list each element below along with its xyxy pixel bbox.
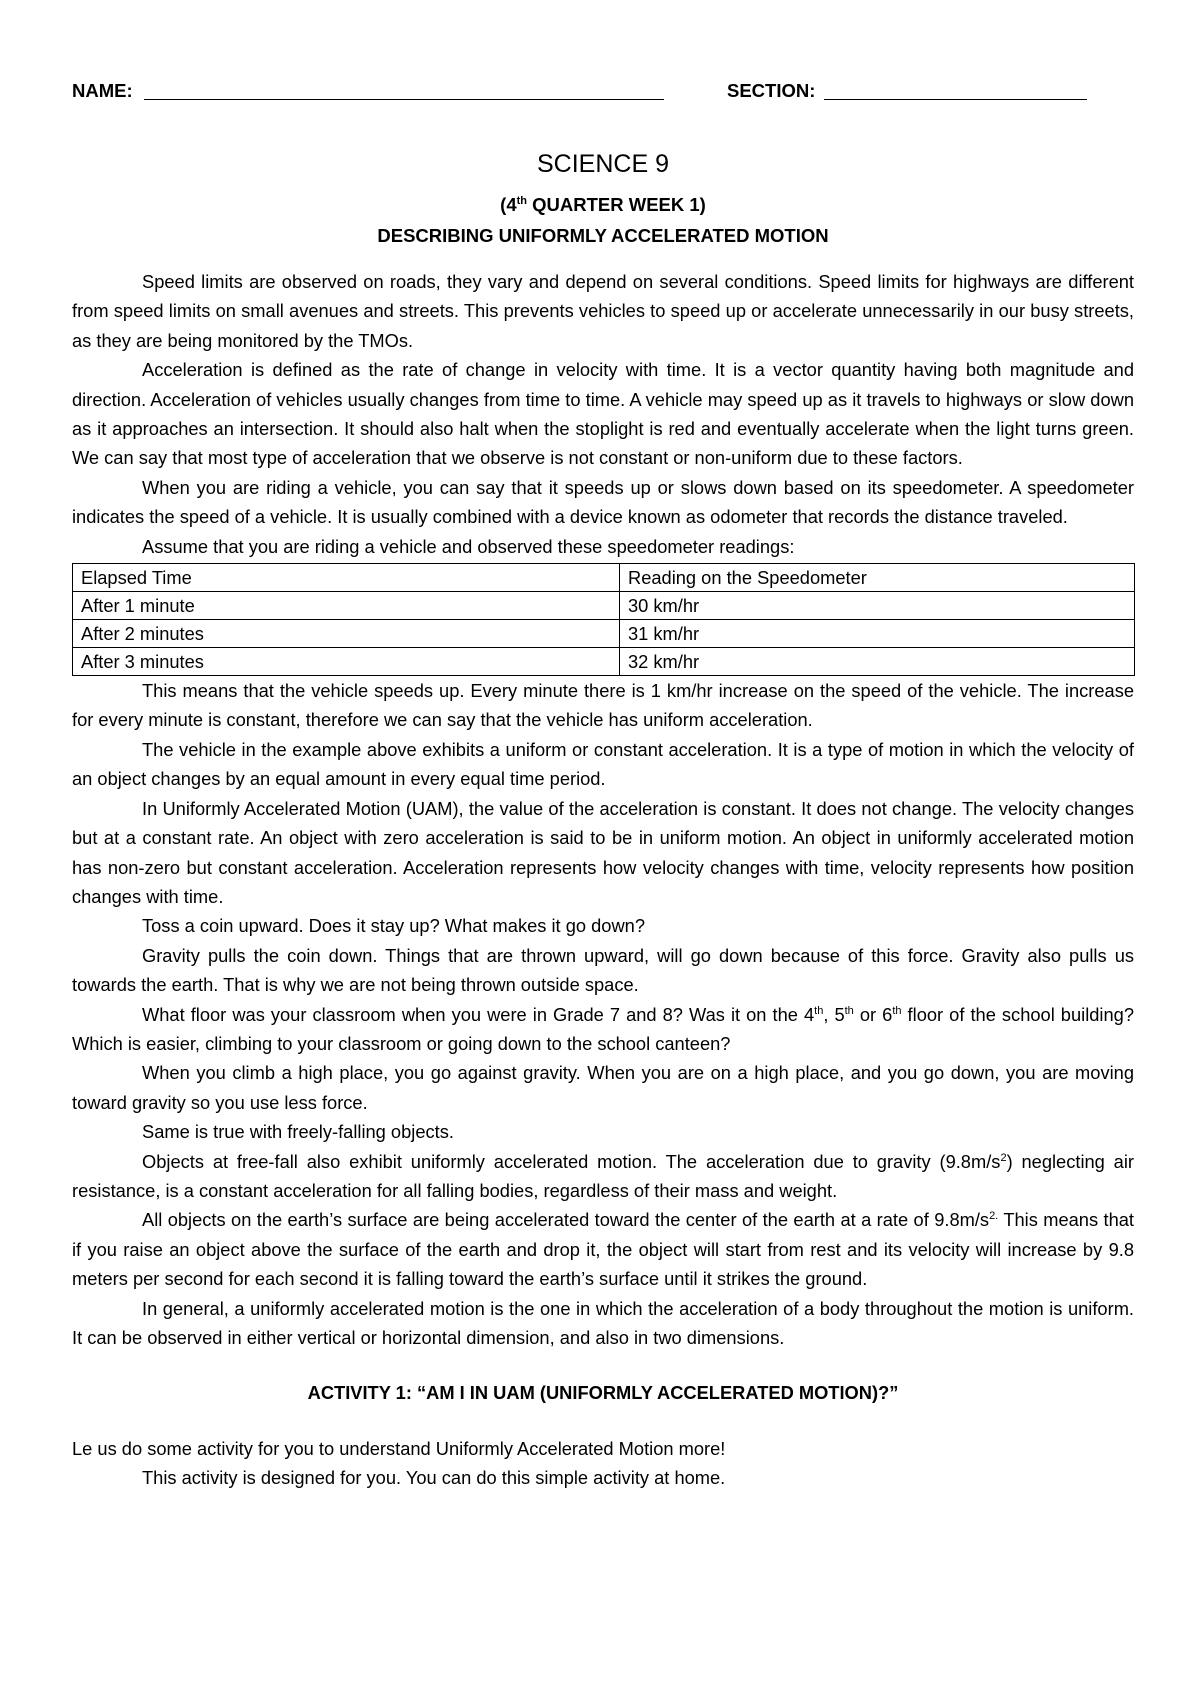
paragraph-speedometer: When you are riding a vehicle, you can say that it speeds up or slows down based on its speedometer. A speedometer indicates the speed of a vehicle. It is usually combined with a device known as odometer that records the distance traveled. [72,476,1134,528]
paragraph-classroom-floor [72,1000,1134,1059]
paragraph-acceleration-definition: Acceleration is defined as the rate of change in velocity with time. It is a vector quantity having both magnitude and direction. Acceleration of vehicles usually changes from time to time. A vehicle may speed up as it travels to highways or slow down as it approaches an intersection. It should also halt when the stoplight is red and eventually accelerate when the light turns green. We can say that most type of acceleration that we observe is not constant or non-uniform due to these factors. [72,359,1134,469]
earth-exponent: 2. [989,1210,999,1223]
speedometer-readings-table [72,563,1135,676]
table-row [73,592,1135,620]
table-header-row [73,564,1135,592]
floor-ordinal-1: th [814,1004,824,1017]
activity-intro: Le us do some activity for you to understand Uniformly Accelerated Motion more! [72,1437,726,1459]
paragraph-toss-coin: Toss a coin upward. Does it stay up? What makes it go down? [142,915,645,937]
paragraph-free-fall [72,1147,1134,1206]
name-label: NAME: [72,80,133,101]
floor-text-b: , 5 [823,1003,845,1025]
paragraph-freely-falling: Same is true with freely-falling objects. [142,1121,454,1143]
free-fall-text-b: ) neglecting air resistance, is a constant acceleration for all falling bodies, regardless of their mass and weight. [72,1150,1134,1201]
table-cell: After 3 minutes [73,648,620,676]
table-cell: 32 km/hr [620,648,1135,676]
free-fall-text-a: Objects at free-fall also exhibit uniformly accelerated motion. The acceleration due to gravity (9.8m/s [142,1150,1001,1172]
free-fall-exponent: 2 [1000,1151,1007,1164]
name-blank-line [144,99,664,100]
paragraph-earth-surface [72,1205,1134,1293]
floor-ordinal-2: th [844,1004,854,1017]
activity-designed: This activity is designed for you. You can do this simple activity at home. [142,1467,726,1489]
paragraph-climb-high-place: When you climb a high place, you go against gravity. When you are on a high place, and you go down, you are moving toward gravity so you use less force. [72,1062,1134,1113]
earth-text-b: This means that if you raise an object above the surface of the earth and drop it, the object will start from rest and its velocity will increase by 9.8 meters per second for each second it is falling toward the earth’s surface until it strikes the ground. [72,1209,1134,1290]
quarter-week-subtitle [72,192,1134,218]
paragraph-in-general: In general, a uniformly accelerated motion is the one in which the acceleration of a body throughout the motion is uniform. It can be observed in either vertical or horizontal dimension, and also in two dimensions. [72,1297,1134,1348]
subtitle-open: (4 [500,194,517,215]
table-cell: After 2 minutes [73,620,620,648]
table-cell: After 1 minute [73,592,620,620]
table-row [73,648,1135,676]
floor-text-a: What floor was your classroom when you were in Grade 7 and 8? Was it on the 4 [142,1003,815,1025]
activity-title: ACTIVITY 1: “AM I IN UAM (UNIFORMLY ACCELERATED MOTION)?” [307,1382,899,1404]
subtitle-ordinal: th [516,195,527,207]
table-cell: 30 km/hr [620,592,1135,620]
earth-text-a: All objects on the earth’s surface are being accelerated toward the center of the earth at a rate of 9.8m/s [142,1209,990,1231]
subtitle-rest: QUARTER WEEK 1) [527,194,706,215]
floor-text-d: floor of the school building? Which is easier, climbing to your classroom or going down to the school canteen? [72,1003,1134,1054]
floor-ordinal-3: th [892,1004,902,1017]
paragraph-uniform-acceleration: The vehicle in the example above exhibits a uniform or constant acceleration. It is a type of motion in which the velocity of an object changes by an equal amount in every equal time period. [72,738,1134,790]
section-label: SECTION: [727,80,816,101]
student-info-header [72,70,1134,110]
table-header-cell: Reading on the Speedometer [620,564,1135,592]
paragraph-assume-readings: Assume that you are riding a vehicle and observed these speedometer readings: [142,535,795,557]
paragraph-speeds-up: This means that the vehicle speeds up. Every minute there is 1 km/hr increase on the speed of the vehicle. The increase for every minute is constant, therefore we can say that the vehicle has uniform acceleration. [72,680,1134,731]
table-cell: 31 km/hr [620,620,1135,648]
table-header-cell: Elapsed Time [73,564,620,592]
lesson-topic: DESCRIBING UNIFORMLY ACCELERATED MOTION [377,225,829,246]
table-row [73,620,1135,648]
floor-text-c: or 6 [853,1003,893,1025]
page-title: SCIENCE 9 [537,150,669,178]
paragraph-uam-definition: In Uniformly Accelerated Motion (UAM), the value of the acceleration is constant. It does not change. The velocity changes but at a constant rate. An object with zero acceleration is said to be in uniform motion. An object in uniformly accelerated motion has non-zero but constant acceleration. Acceleration represents how velocity changes with time, velocity represents how position changes with time. [72,797,1134,907]
paragraph-speed-limits: Speed limits are observed on roads, they vary and depend on several conditions. Speed limits for highways are different from speed limits on small avenues and streets. This prevents vehicles to speed up or accelerate unnecessarily in our busy streets, as they are being monitored by the TMOs. [72,271,1134,351]
paragraph-gravity: Gravity pulls the coin down. Things that are thrown upward, will go down because of this force. Gravity also pulls us towards the earth. That is why we are not being thrown outside space. [72,944,1134,996]
section-blank-line [824,99,1087,100]
worksheet-page [72,70,1134,1493]
